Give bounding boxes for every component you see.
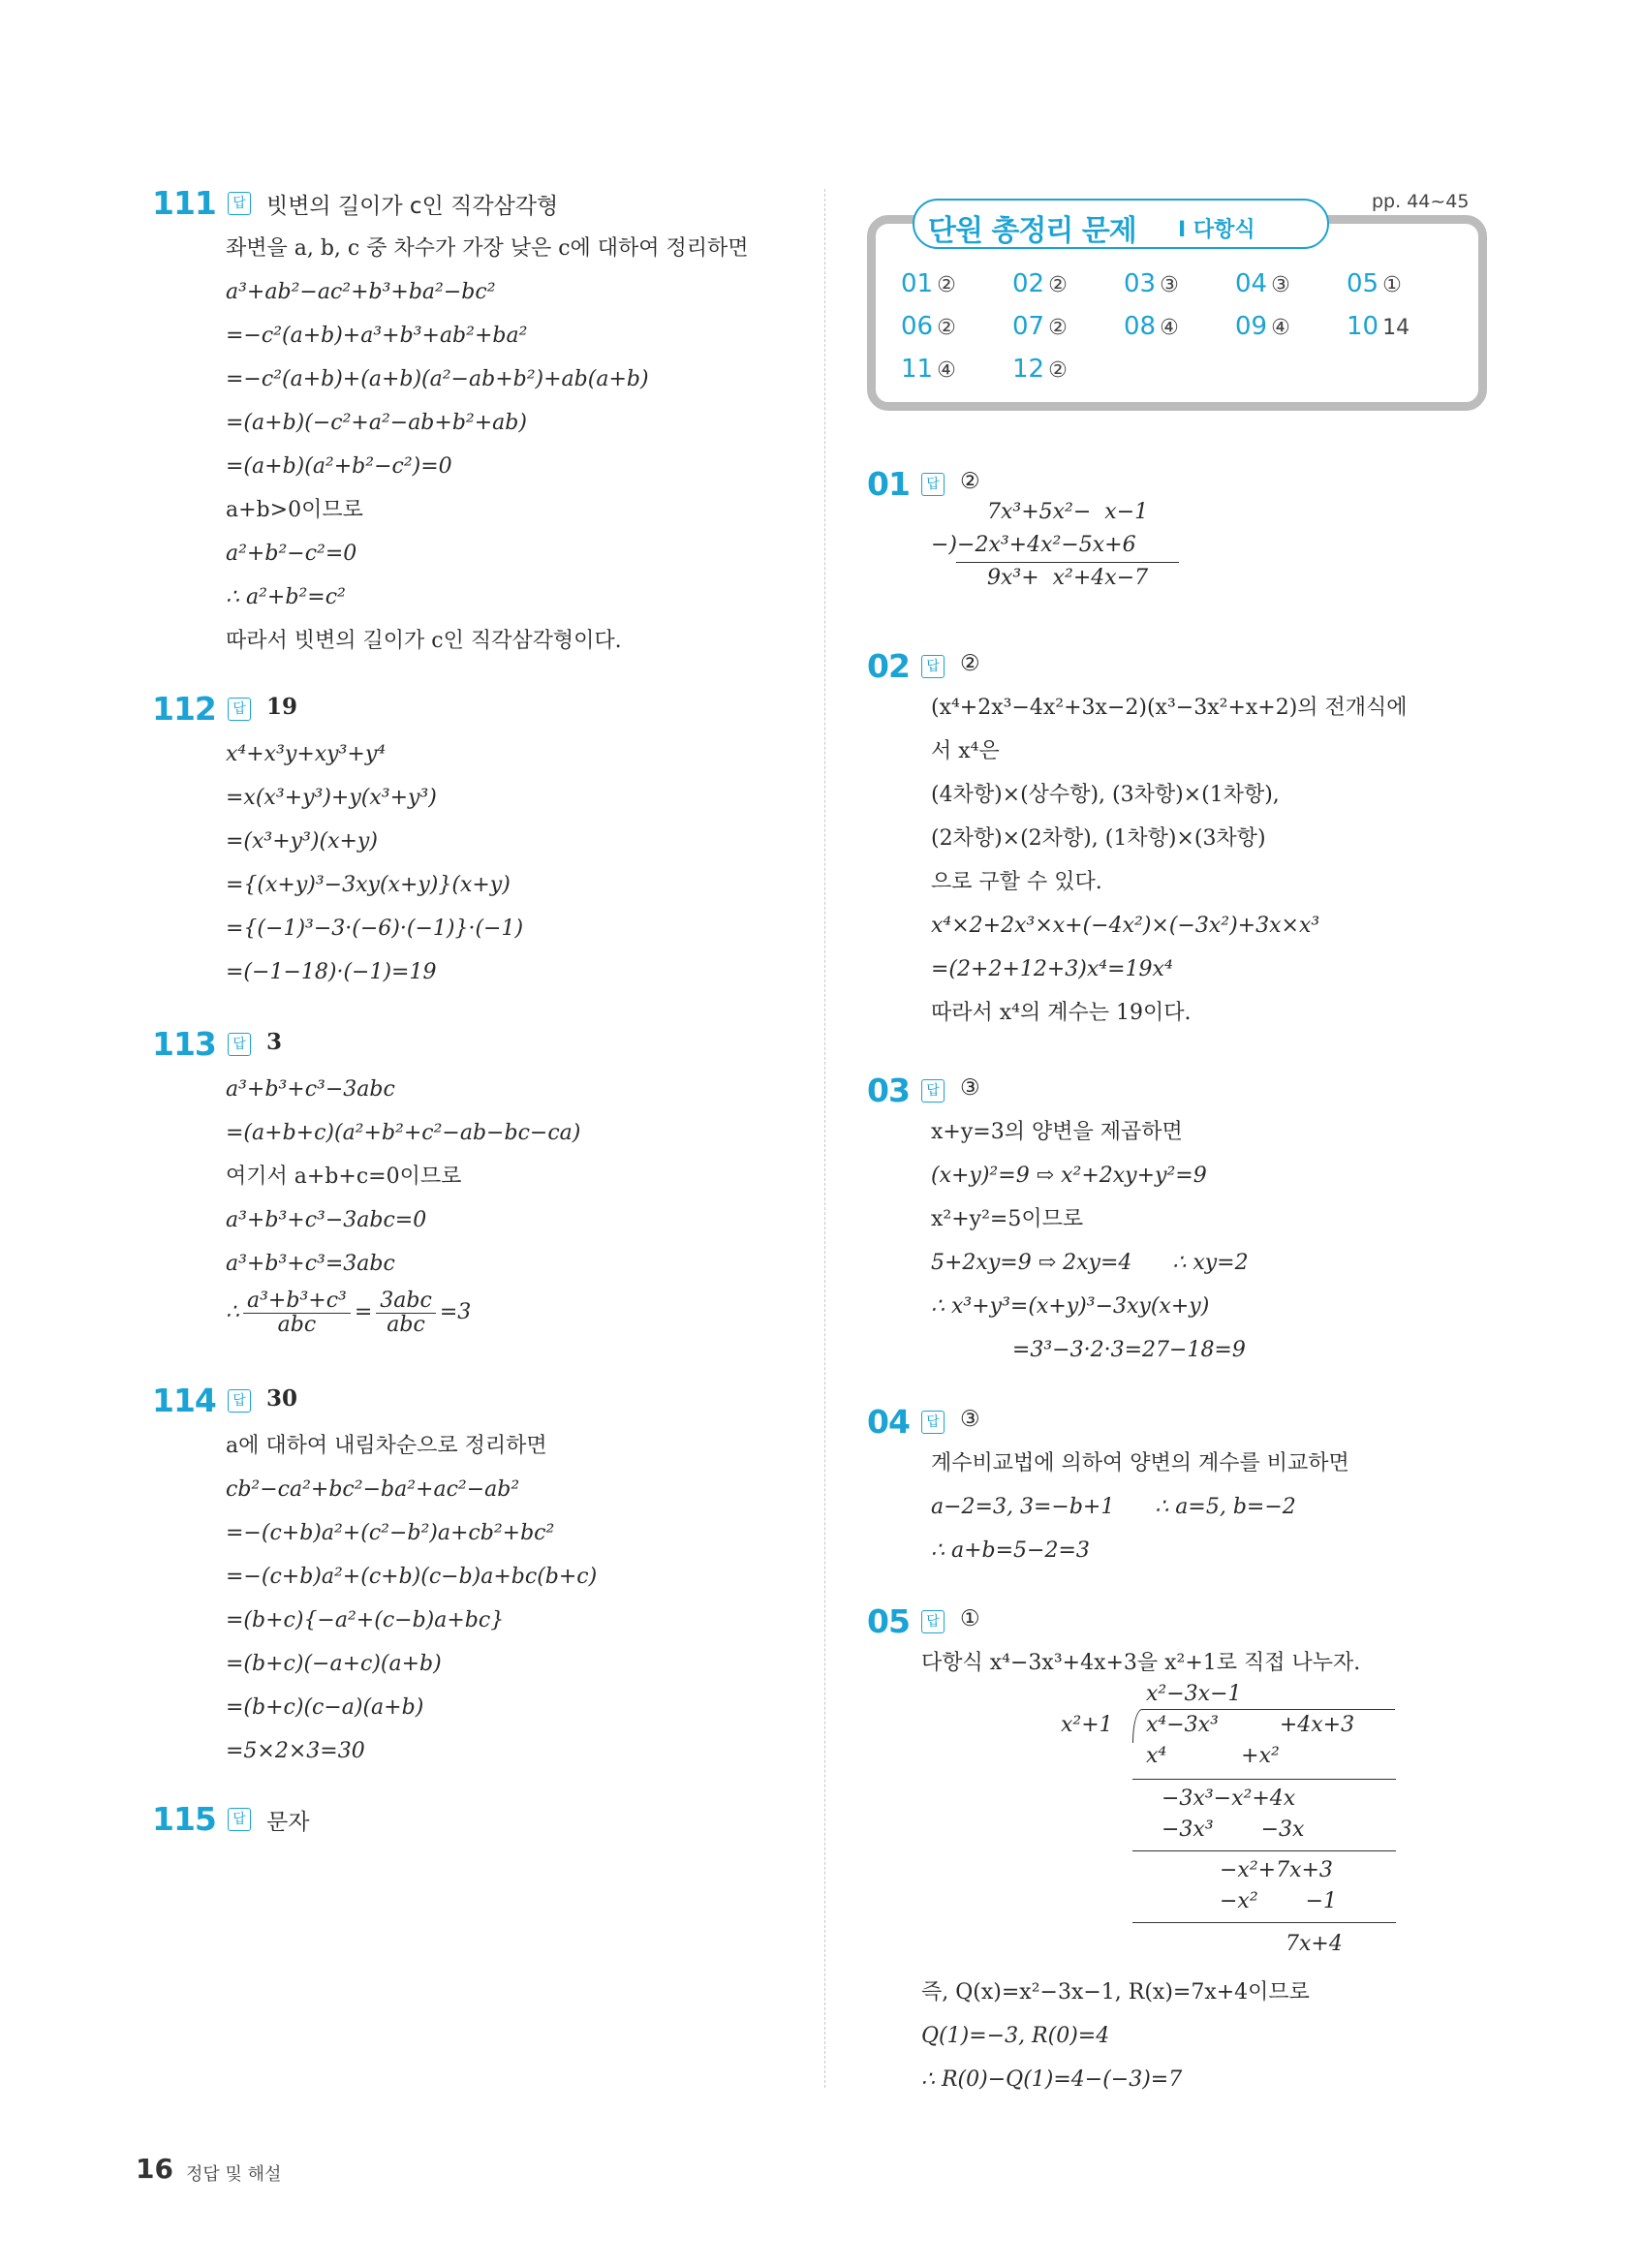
denominator: abc — [387, 1312, 425, 1337]
solution-line: a³+b³+c³−3abc — [226, 1077, 395, 1102]
answer-text: 30 — [266, 1385, 298, 1412]
answer-text: ② — [960, 651, 980, 676]
solution-line: =(a+b)(a²+b²−c²)=0 — [226, 454, 452, 479]
summary-item-11 — [901, 355, 956, 384]
answer-tag: 답 — [921, 1079, 945, 1103]
solution-line: 따라서 x⁴의 계수는 19이다. — [931, 1001, 1192, 1025]
problem-number: 112 — [152, 690, 216, 728]
problem-number: 04 — [867, 1403, 910, 1441]
division-s2: −3x³ −3x — [1162, 1818, 1305, 1842]
solution-line: a²+b²−c²=0 — [226, 542, 357, 566]
summary-item-number: 12 — [1012, 355, 1045, 384]
summary-item-value: ③ — [1160, 273, 1179, 297]
solution-line: a−2=3, 3=−b+1 ∴ a=5, b=−2 — [931, 1495, 1296, 1519]
result: =3 — [439, 1300, 472, 1324]
answer-tag: 답 — [228, 192, 251, 215]
answer-tag: 답 — [921, 1610, 945, 1633]
solution-line: 계수비교법에 의하여 양변의 계수를 비교하면 — [931, 1451, 1349, 1476]
solution-line: a+b>0이므로 — [226, 498, 363, 522]
division-rule — [1132, 1922, 1396, 1923]
solution-line: (4차항)×(상수항), (3차항)×(1차항), — [931, 783, 1280, 807]
solution-line: =−c²(a+b)+a³+b³+ab²+ba² — [226, 324, 528, 348]
summary-item-value: ② — [937, 273, 956, 297]
numerator: a³+b³+c³ — [243, 1289, 351, 1314]
division-s3: −x² −1 — [1220, 1889, 1338, 1913]
summary-item-09 — [1235, 312, 1290, 341]
solution-line: ={(−1)³−3·(−6)·(−1)}·(−1) — [226, 917, 524, 941]
answer-tag: 답 — [921, 1411, 945, 1434]
summary-item-number: 08 — [1124, 312, 1157, 341]
subtraction-result: 9x³+ x²+4x−7 — [987, 566, 1149, 590]
subtraction-row-2: −)−2x³+4x²−5x+6 — [931, 533, 1136, 557]
summary-item-number: 07 — [1012, 312, 1045, 341]
solution-line: =5×2×3=30 — [226, 1739, 365, 1763]
problem-number: 115 — [152, 1800, 216, 1838]
summary-item-01 — [901, 269, 956, 298]
summary-item-05 — [1347, 269, 1402, 298]
divisor: x²+1 — [1061, 1713, 1113, 1737]
subtraction-rule — [956, 562, 1179, 563]
solution-line: =3³−3·2·3=27−18=9 — [931, 1338, 1246, 1362]
solution-line: =(−1−18)·(−1)=19 — [226, 960, 437, 984]
solution-line: Q(1)=−3, R(0)=4 — [921, 2024, 1110, 2048]
division-rule — [1132, 1779, 1396, 1780]
summary-title: 단원 총정리 문제 — [928, 214, 1136, 248]
answer-tag: 답 — [228, 1389, 251, 1413]
problem-number: 114 — [152, 1382, 216, 1419]
summary-item-value: ② — [1048, 316, 1068, 340]
problem-number: 01 — [867, 465, 910, 503]
solution-line: =(a+b+c)(a²+b²+c²−ab−bc−ca) — [226, 1121, 581, 1145]
solution-line: =(b+c)(c−a)(a+b) — [226, 1695, 424, 1720]
solution-line: ∴ x³+y³=(x+y)³−3xy(x+y) — [931, 1294, 1210, 1319]
answer-tag: 답 — [921, 473, 945, 496]
summary-item-number: 01 — [901, 269, 934, 298]
fraction-line — [226, 1286, 580, 1340]
page-range: pp. 44~45 — [1372, 191, 1470, 212]
equals: = — [354, 1300, 373, 1324]
summary-item-04 — [1235, 269, 1290, 298]
solution-line: a³+b³+c³=3abc — [226, 1252, 395, 1276]
footer-label: 정답 및 해설 — [186, 2164, 282, 2185]
answer-text: ③ — [960, 1407, 980, 1432]
solution-line: x²+y²=5이므로 — [931, 1207, 1084, 1231]
summary-item-08 — [1124, 312, 1179, 341]
answer-tag: 답 — [228, 1808, 251, 1831]
summary-item-06 — [901, 312, 956, 341]
summary-item-number: 10 — [1347, 312, 1379, 341]
solution-line: =−(c+b)a²+(c+b)(c−b)a+bc(b+c) — [226, 1565, 598, 1589]
solution-line: 다항식 x⁴−3x³+4x+3을 x²+1로 직접 나누자. — [921, 1651, 1361, 1675]
solution-lines-bottom — [921, 1971, 1310, 2101]
solution-line: 여기서 a+b+c=0이므로 — [226, 1165, 462, 1189]
answer-text: ② — [960, 469, 980, 494]
solution-line: =(a+b)(−c²+a²−ab+b²+ab) — [226, 411, 527, 435]
summary-unit: Ⅰ 다항식 — [1178, 218, 1255, 242]
summary-item-value: ② — [937, 316, 956, 340]
solution-line: (2차항)×(2차항), (1차항)×(3차항) — [931, 826, 1266, 851]
solution-line: ={(x+y)³−3xy(x+y)}(x+y) — [226, 873, 511, 897]
solution-line: ∴ a+b=5−2=3 — [931, 1538, 1090, 1563]
solution-line: a³+ab²−ac²+b³+ba²−bc² — [226, 280, 496, 304]
division-bracket — [1132, 1709, 1395, 1743]
summary-item-number: 04 — [1235, 269, 1268, 298]
division-s1: x⁴ +x² — [1146, 1744, 1280, 1768]
solution-line: =(b+c)(−a+c)(a+b) — [226, 1652, 442, 1676]
denominator: abc — [277, 1312, 317, 1337]
division-r3: 7x+4 — [1286, 1932, 1343, 1956]
division-dividend: x⁴−3x³ +4x+3 — [1146, 1713, 1355, 1737]
therefore-symbol: ∴ — [226, 1300, 239, 1324]
fraction-1 — [243, 1289, 351, 1337]
summary-item-value: ④ — [1271, 316, 1290, 340]
problem-number: 05 — [867, 1602, 910, 1640]
fraction-2 — [376, 1289, 436, 1337]
answer-tag: 답 — [228, 1033, 251, 1056]
solution-line: =−c²(a+b)+(a+b)(a²−ab+b²)+ab(a+b) — [226, 367, 649, 391]
summary-item-number: 05 — [1347, 269, 1379, 298]
solution-lines — [931, 686, 1408, 1035]
answer-tag: 답 — [921, 655, 945, 678]
solution-lines — [226, 1068, 580, 1340]
solution-line: 좌변을 a, b, c 중 차수가 가장 낮은 c에 대하여 정리하면 — [226, 236, 749, 261]
solution-line: (x⁴+2x³−4x²+3x−2)(x³−3x²+x+2)의 전개식에 — [931, 696, 1408, 720]
solution-line: (x+y)²=9 ⇨ x²+2xy+y²=9 — [931, 1164, 1207, 1188]
problem-number: 03 — [867, 1072, 910, 1109]
answer-text: 빗변의 길이가 c인 직각삼각형 — [266, 194, 559, 219]
solution-line: =(x³+y³)(x+y) — [226, 829, 378, 854]
summary-item-number: 02 — [1012, 269, 1045, 298]
summary-item-value: ② — [1048, 273, 1068, 297]
summary-item-02 — [1012, 269, 1068, 298]
solution-line: ∴ R(0)−Q(1)=4−(−3)=7 — [921, 2067, 1183, 2092]
summary-item-number: 11 — [901, 355, 934, 384]
summary-item-number: 06 — [901, 312, 934, 341]
solution-line: 서 x⁴은 — [931, 739, 1000, 763]
answer-text: ① — [960, 1606, 980, 1631]
solution-line: a에 대하여 내림차순으로 정리하면 — [226, 1434, 547, 1458]
summary-item-value: 14 — [1382, 316, 1410, 340]
problem-number: 02 — [867, 647, 910, 685]
solution-lines — [931, 1442, 1349, 1572]
summary-item-07 — [1012, 312, 1068, 341]
summary-item-03 — [1124, 269, 1179, 298]
solution-line: 5+2xy=9 ⇨ 2xy=4 ∴ xy=2 — [931, 1251, 1249, 1275]
summary-item-value: ① — [1382, 273, 1402, 297]
numerator: 3abc — [376, 1289, 436, 1314]
summary-item-value: ④ — [937, 358, 956, 383]
summary-item-value: ④ — [1160, 316, 1179, 340]
summary-item-12 — [1012, 355, 1068, 384]
solution-line: =x(x³+y³)+y(x³+y³) — [226, 786, 437, 810]
solution-lines — [226, 732, 523, 994]
solution-line: =(2+2+12+3)x⁴=19x⁴ — [931, 957, 1173, 981]
solution-lines-top — [921, 1641, 1360, 1685]
answer-text: 3 — [266, 1029, 283, 1055]
division-quotient: x²−3x−1 — [1146, 1682, 1242, 1706]
solution-lines — [226, 227, 749, 663]
answer-text: 19 — [266, 694, 298, 720]
solution-line: ∴ a²+b²=c² — [226, 585, 346, 609]
solution-line: cb²−ca²+bc²−ba²+ac²−ab² — [226, 1477, 520, 1502]
division-rule — [1132, 1850, 1396, 1851]
solution-line: a³+b³+c³−3abc=0 — [226, 1208, 427, 1232]
division-r2: −x²+7x+3 — [1220, 1858, 1333, 1882]
summary-title-pill — [913, 199, 1329, 249]
answer-text: ③ — [960, 1075, 980, 1101]
solution-line: x⁴×2+2x³×x+(−4x²)×(−3x²)+3x×x³ — [931, 914, 1320, 938]
page-number: 16 — [136, 2153, 173, 2185]
solution-line: 즉, Q(x)=x²−3x−1, R(x)=7x+4이므로 — [921, 1980, 1310, 2004]
solution-line: =(b+c){−a²+(c−b)a+bc} — [226, 1608, 505, 1632]
solution-line: 따라서 빗변의 길이가 c인 직각삼각형이다. — [226, 629, 622, 653]
division-r1: −3x³−x²+4x — [1162, 1786, 1296, 1811]
problem-number: 111 — [152, 184, 216, 222]
answer-text: 문자 — [266, 1810, 310, 1835]
solution-line: x⁴+x³y+xy³+y⁴ — [226, 742, 387, 766]
solution-line: =−(c+b)a²+(c²−b²)a+cb²+bc² — [226, 1521, 555, 1545]
column-divider — [824, 189, 825, 2088]
subtraction-row-1: 7x³+5x²− x−1 — [987, 500, 1149, 524]
solution-line: x+y=3의 양변을 제곱하면 — [931, 1120, 1183, 1144]
answer-tag: 답 — [228, 698, 251, 721]
solution-line: 으로 구할 수 있다. — [931, 870, 1102, 894]
solution-lines — [931, 1110, 1249, 1372]
summary-item-value: ③ — [1271, 273, 1290, 297]
summary-item-value: ② — [1048, 358, 1068, 383]
summary-item-number: 09 — [1235, 312, 1268, 341]
solution-lines — [226, 1424, 597, 1773]
problem-number: 113 — [152, 1025, 216, 1063]
summary-item-10 — [1347, 312, 1410, 341]
summary-item-number: 03 — [1124, 269, 1157, 298]
